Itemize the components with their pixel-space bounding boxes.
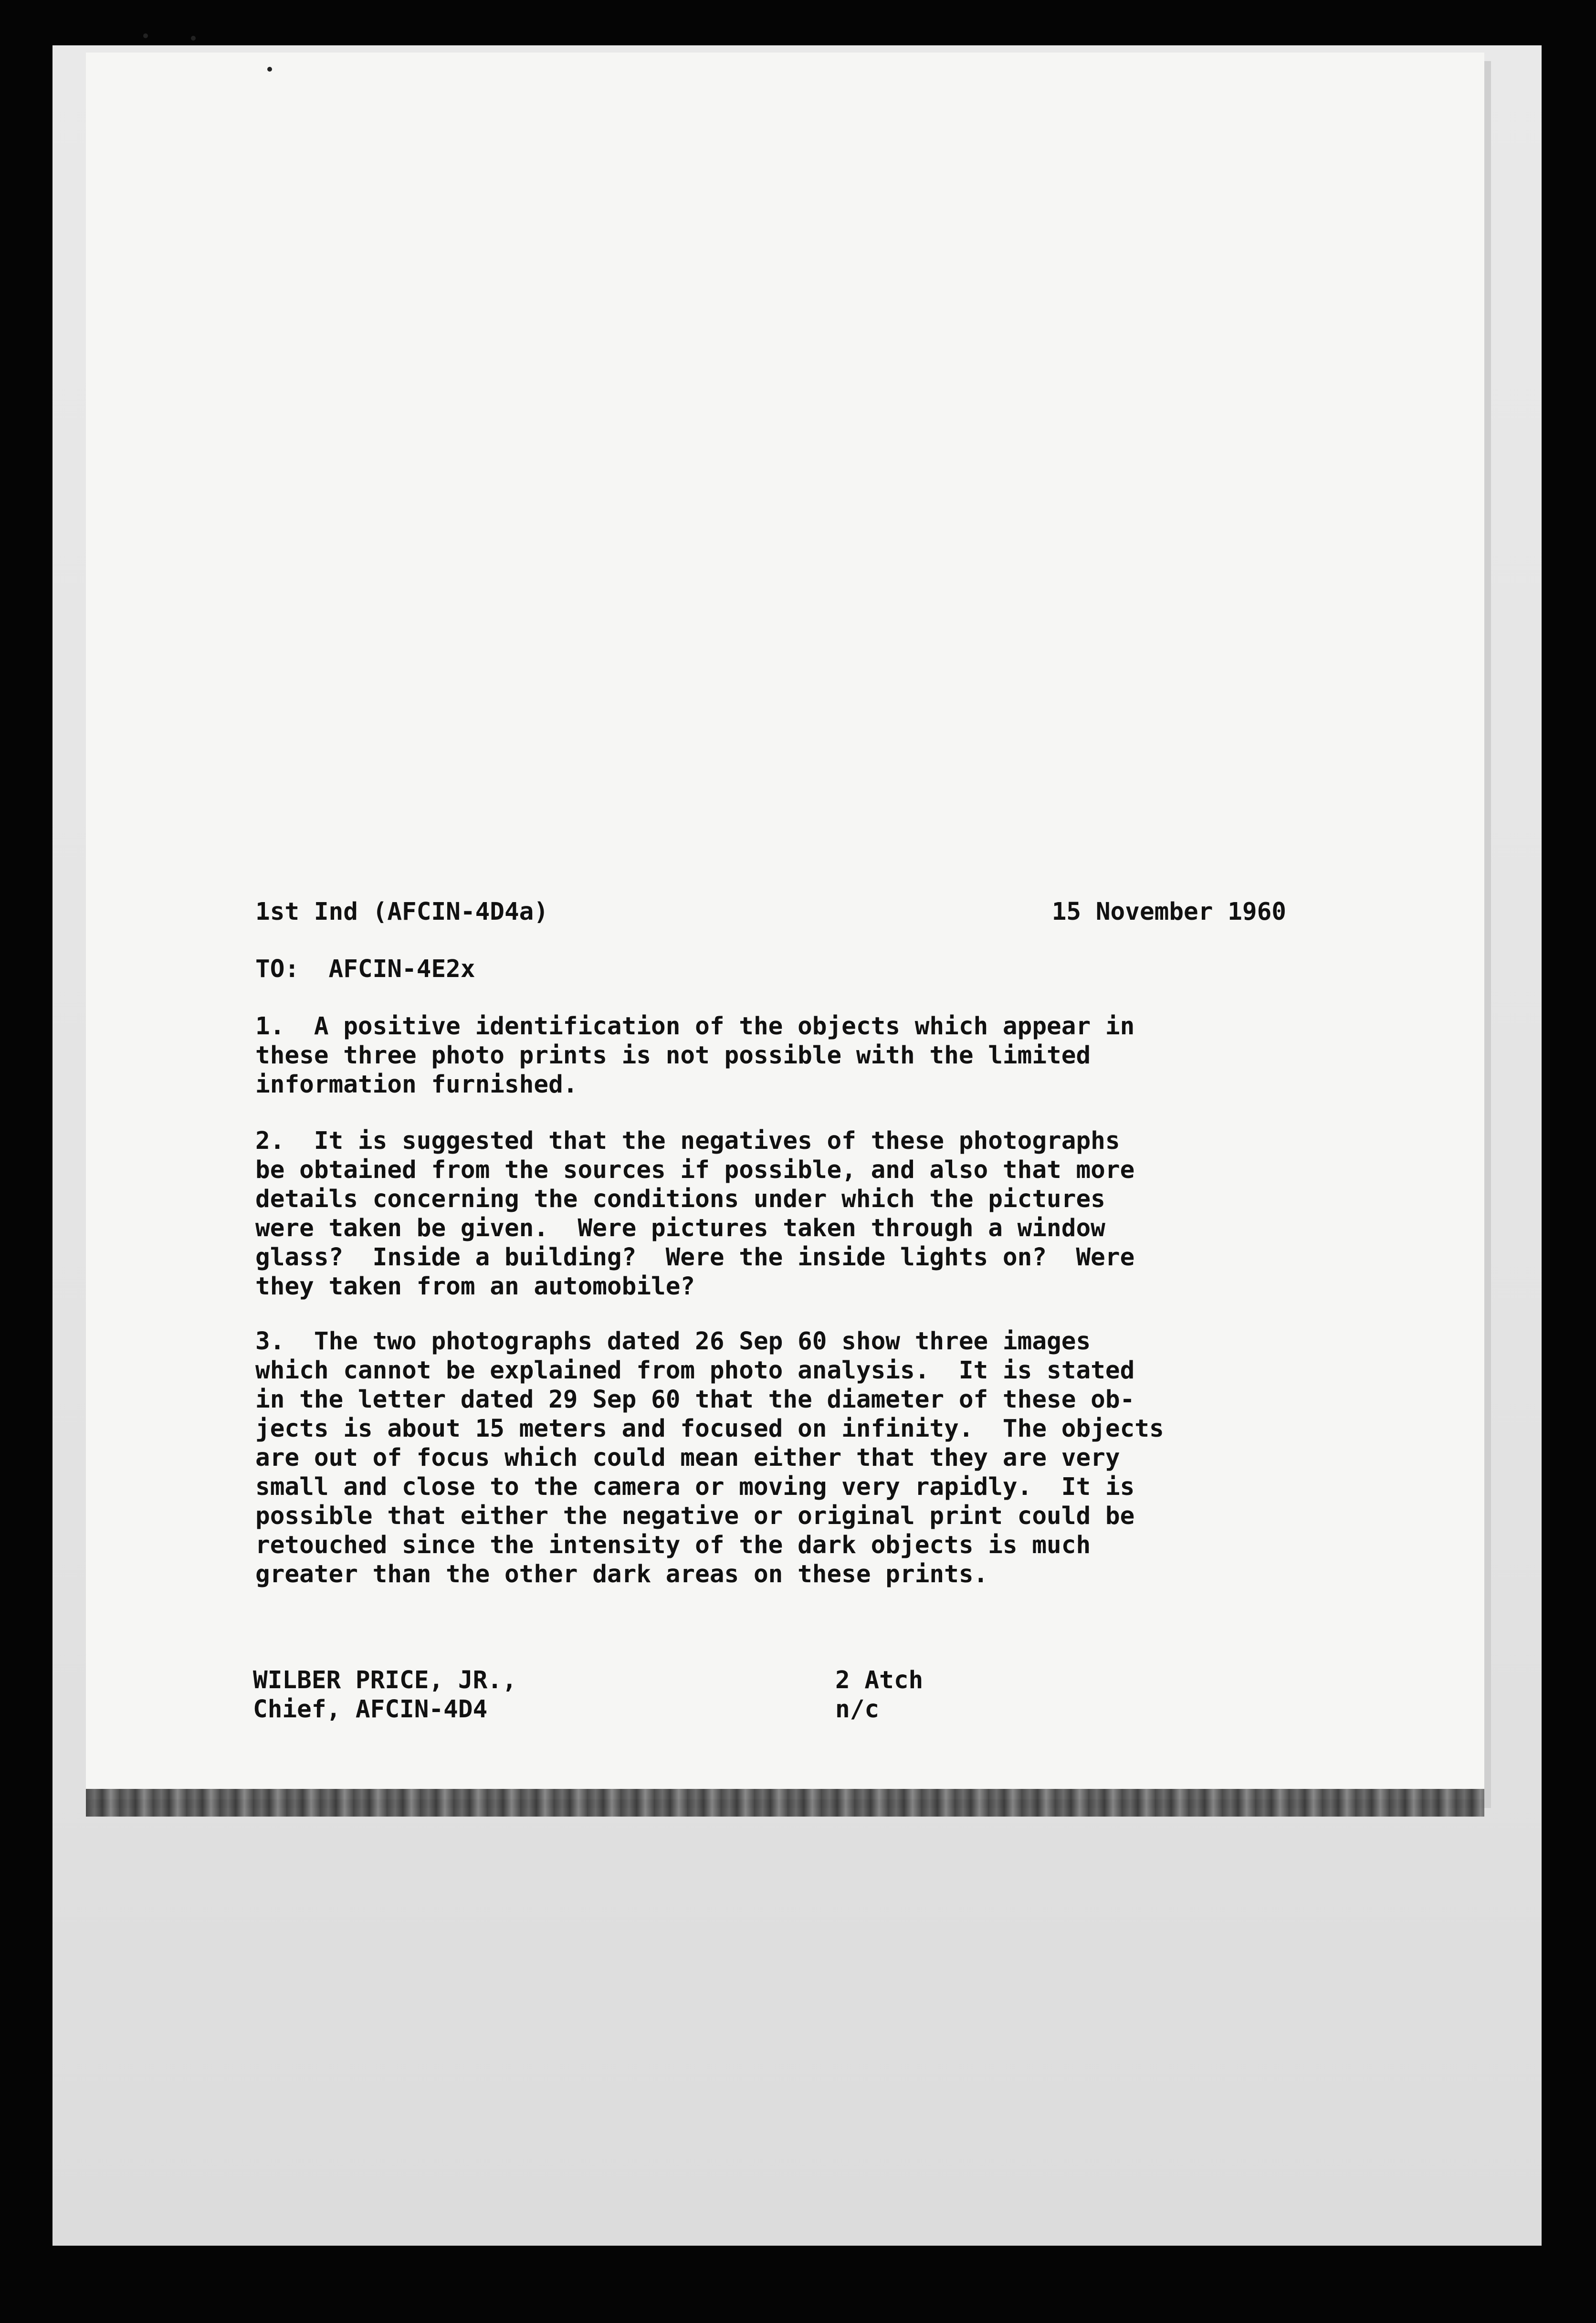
attachments-note: 2 Atch [835, 1666, 924, 1694]
film-speck [143, 33, 148, 38]
signer-name: WILBER PRICE, JR., [253, 1666, 517, 1694]
document-date: 15 November 1960 [1051, 898, 1286, 926]
paragraph-3: 3. The two photographs dated 26 Sep 60 show three images which cannot be explained from photo analysis. It is stated in the letter dated 29 Sep 60 that the diameter of these ob- jects is about 15 meters and focused on infinity. The objects are out of focus which could mean either that they are very small and close to the camera or moving very rapidly. It is possible that either the negative or original print could be retouched since the intensity of the dark objects is much greater than the other dark areas on these prints. [255, 1327, 1164, 1588]
addressee-line: TO: AFCIN-4E2x [255, 955, 475, 983]
film-speck [267, 67, 272, 72]
film-speck [191, 36, 196, 41]
distribution-note: n/c [835, 1695, 880, 1724]
paragraph-1: 1. A positive identification of the objects which appear in these three photo prints is not possible with the limited information furnished. [255, 1012, 1135, 1099]
signer-title: Chief, AFCIN-4D4 [253, 1695, 488, 1724]
paragraph-2: 2. It is suggested that the negatives of these photographs be obtained from the sources if possible, and also that more details concerning the conditions under which the pictures were taken be given. Were pictures taken through a window glass? Inside a building? Were the inside lights on? Were they taken from an automobile? [255, 1127, 1135, 1301]
sheet-bottom-edge [86, 1789, 1484, 1817]
indorsement-reference: 1st Ind (AFCIN-4D4a) [255, 898, 549, 926]
